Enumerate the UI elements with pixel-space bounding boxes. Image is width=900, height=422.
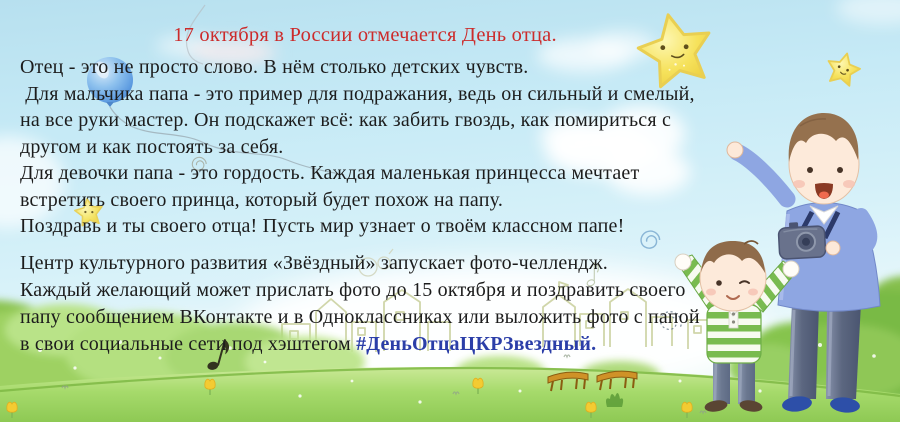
body-line: другом и как постоять за себя. [20, 135, 284, 158]
tiny-star-icon [73, 197, 104, 227]
page-title: 17 октября в России отмечается День отца. [173, 24, 557, 46]
body-line: Поздравь и ты своего отца! Пусть мир узнает о твоём классном папе! [20, 215, 625, 237]
announcement-line: Центр культурного развития «Звёздный» запускает фото-челлендж. [20, 252, 608, 274]
body-line: Для мальчика папа - это пример для подражания, ведь он сильный и смелый, [20, 82, 695, 105]
big-smiling-star-icon [633, 7, 718, 89]
balloon-icon [87, 5, 344, 175]
announcement-line-prefix: в свои социальные сети под хэштегом [20, 333, 357, 355]
announcement-line: папу сообщением ВКонтакте и в Одноклассниках или выложить фото с папой [20, 306, 700, 328]
body-line: Отец - это не просто слово. В нём столько детских чувств. [20, 56, 529, 78]
body-line: Для девочки папа - это гордость. Каждая маленькая принцесса мечтает [20, 162, 640, 184]
body-line: на все руки мастер. Он подскажет всё: как забить гвоздь, как помириться с [20, 109, 672, 131]
hashtag-link: #ДеньОтцаЦКРЗвездный. [356, 333, 597, 355]
announcement-line: Каждый желающий может прислать фото до 15 октября и поздравить своего [20, 279, 686, 301]
spiral-doodle-icon [192, 157, 206, 170]
spiral-doodle-icon [641, 231, 660, 248]
small-star-icon [824, 49, 863, 87]
body-line: встретить своего принца, который будет похож на папу. [20, 188, 504, 211]
